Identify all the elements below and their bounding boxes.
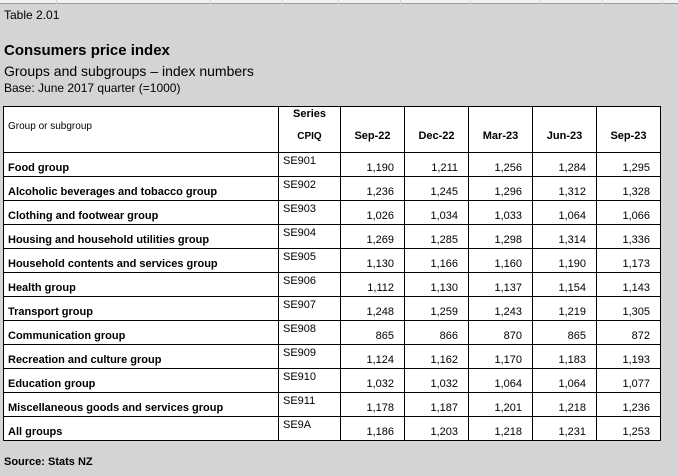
index-value-cell[interactable]: 1,298 [469,225,533,249]
series-id-cell[interactable]: SE907 [279,297,341,321]
index-value-cell[interactable]: 1,285 [405,225,469,249]
source-note[interactable]: Source: Stats NZ [4,456,93,468]
index-value-cell[interactable]: 865 [341,321,405,345]
index-value-cell[interactable]: 1,253 [597,417,661,441]
header-row-1 [4,107,661,121]
group-header-cell[interactable] [4,107,279,121]
table-row [4,201,661,225]
index-value-cell[interactable]: 1,170 [469,345,533,369]
index-value-cell[interactable]: 870 [469,321,533,345]
index-value-cell[interactable]: 1,203 [405,417,469,441]
series-id-cell[interactable]: SE911 [279,393,341,417]
cpi-table [3,106,661,441]
index-value-cell[interactable]: 1,193 [597,345,661,369]
group-name-cell[interactable]: Alcoholic beverages and tobacco group [4,177,279,201]
index-value-cell[interactable]: 1,077 [597,369,661,393]
index-value-cell[interactable]: 872 [597,321,661,345]
index-value-cell[interactable]: 1,187 [405,393,469,417]
column-header-strip [0,0,678,4]
period-header[interactable]: Dec-22 [405,121,469,153]
blank-header-cell[interactable] [597,107,661,121]
index-value-cell[interactable]: 1,336 [597,225,661,249]
series-id-cell[interactable]: SE9A [279,417,341,441]
blank-header-cell[interactable] [405,107,469,121]
index-value-cell[interactable]: 1,034 [405,201,469,225]
index-value-cell[interactable]: 1,154 [533,273,597,297]
group-name-cell[interactable]: Recreation and culture group [4,345,279,369]
index-value-cell[interactable]: 1,201 [469,393,533,417]
grid-row-line [0,24,678,25]
index-value-cell[interactable]: 865 [533,321,597,345]
index-value-cell[interactable]: 1,218 [469,417,533,441]
index-value-cell[interactable]: 1,295 [597,153,661,177]
blank-header-cell[interactable] [341,107,405,121]
group-header[interactable]: Group or subgroup [4,121,279,153]
index-value-cell[interactable]: 1,130 [405,273,469,297]
index-value-cell[interactable]: 1,130 [341,249,405,273]
index-value-cell[interactable]: 1,064 [469,369,533,393]
header-row-2 [4,121,661,153]
index-value-cell[interactable]: 1,296 [469,177,533,201]
table-row [4,153,661,177]
table-row [4,273,661,297]
index-value-cell[interactable]: 1,173 [597,249,661,273]
period-header[interactable]: Sep-23 [597,121,661,153]
index-value-cell[interactable]: 1,259 [405,297,469,321]
table-row [4,393,661,417]
group-name-cell[interactable]: Food group [4,153,279,177]
series-id-cell[interactable]: SE903 [279,201,341,225]
group-name-cell[interactable]: Miscellaneous goods and services group [4,393,279,417]
index-value-cell[interactable]: 1,190 [533,249,597,273]
table-row [4,177,661,201]
table-row [4,249,661,273]
group-name-cell[interactable]: Transport group [4,297,279,321]
index-value-cell[interactable]: 1,064 [533,201,597,225]
period-header[interactable]: Mar-23 [469,121,533,153]
group-name-cell[interactable]: Clothing and footwear group [4,201,279,225]
group-name-cell[interactable]: Housing and household utilities group [4,225,279,249]
index-value-cell[interactable]: 1,219 [533,297,597,321]
sheet-base-note[interactable]: Base: June 2017 quarter (=1000) [4,81,181,95]
index-value-cell[interactable]: 1,166 [405,249,469,273]
group-name-cell[interactable]: Communication group [4,321,279,345]
table-row [4,417,661,441]
index-value-cell[interactable]: 1,312 [533,177,597,201]
table-id[interactable]: Table 2.01 [4,8,60,22]
index-value-cell[interactable]: 1,183 [533,345,597,369]
period-header[interactable]: Sep-22 [341,121,405,153]
series-id-cell[interactable]: SE909 [279,345,341,369]
index-value-cell[interactable]: 1,112 [341,273,405,297]
series-id-cell[interactable]: SE910 [279,369,341,393]
series-header[interactable]: Series [279,107,341,121]
series-id-cell[interactable]: SE908 [279,321,341,345]
index-value-cell[interactable]: 1,328 [597,177,661,201]
grid-row-line [0,456,678,457]
index-value-cell[interactable]: 1,218 [533,393,597,417]
index-value-cell[interactable]: 1,032 [405,369,469,393]
index-value-cell[interactable]: 1,066 [597,201,661,225]
series-id-cell[interactable]: SE901 [279,153,341,177]
index-value-cell[interactable]: 1,064 [533,369,597,393]
table-row [4,369,661,393]
index-value-cell[interactable]: 1,245 [405,177,469,201]
index-value-cell[interactable]: 1,124 [341,345,405,369]
index-value-cell[interactable]: 1,033 [469,201,533,225]
series-id-cell[interactable]: SE904 [279,225,341,249]
index-value-cell[interactable]: 1,269 [341,225,405,249]
group-name-cell[interactable]: Household contents and services group [4,249,279,273]
index-value-cell[interactable]: 1,032 [341,369,405,393]
index-value-cell[interactable]: 1,160 [469,249,533,273]
sheet-title[interactable]: Consumers price index [4,42,170,59]
index-value-cell[interactable]: 1,190 [341,153,405,177]
period-header[interactable]: Jun-23 [533,121,597,153]
blank-header-cell[interactable] [469,107,533,121]
blank-header-cell[interactable] [533,107,597,121]
table-row [4,225,661,249]
index-value-cell[interactable]: 1,162 [405,345,469,369]
grid-row-line [0,96,678,97]
index-value-cell[interactable]: 1,231 [533,417,597,441]
index-value-cell[interactable]: 1,211 [405,153,469,177]
table-row [4,345,661,369]
sheet-subtitle[interactable]: Groups and subgroups – index numbers [4,63,254,79]
table-row [4,297,661,321]
index-value-cell[interactable]: 1,284 [533,153,597,177]
index-value-cell[interactable]: 1,178 [341,393,405,417]
index-value-cell[interactable]: 1,137 [469,273,533,297]
group-name-cell[interactable]: All groups [4,417,279,441]
index-value-cell[interactable]: 1,314 [533,225,597,249]
index-value-cell[interactable]: 1,243 [469,297,533,321]
series-sub-header[interactable]: CPIQ [279,121,341,153]
index-value-cell[interactable]: 866 [405,321,469,345]
index-value-cell[interactable]: 1,143 [597,273,661,297]
index-value-cell[interactable]: 1,026 [341,201,405,225]
group-name-cell[interactable]: Health group [4,273,279,297]
table-row [4,321,661,345]
index-value-cell[interactable]: 1,248 [341,297,405,321]
series-id-cell[interactable]: SE905 [279,249,341,273]
index-value-cell[interactable]: 1,236 [597,393,661,417]
index-value-cell[interactable]: 1,236 [341,177,405,201]
index-value-cell[interactable]: 1,256 [469,153,533,177]
series-id-cell[interactable]: SE902 [279,177,341,201]
index-value-cell[interactable]: 1,186 [341,417,405,441]
index-value-cell[interactable]: 1,305 [597,297,661,321]
series-id-cell[interactable]: SE906 [279,273,341,297]
group-name-cell[interactable]: Education group [4,369,279,393]
